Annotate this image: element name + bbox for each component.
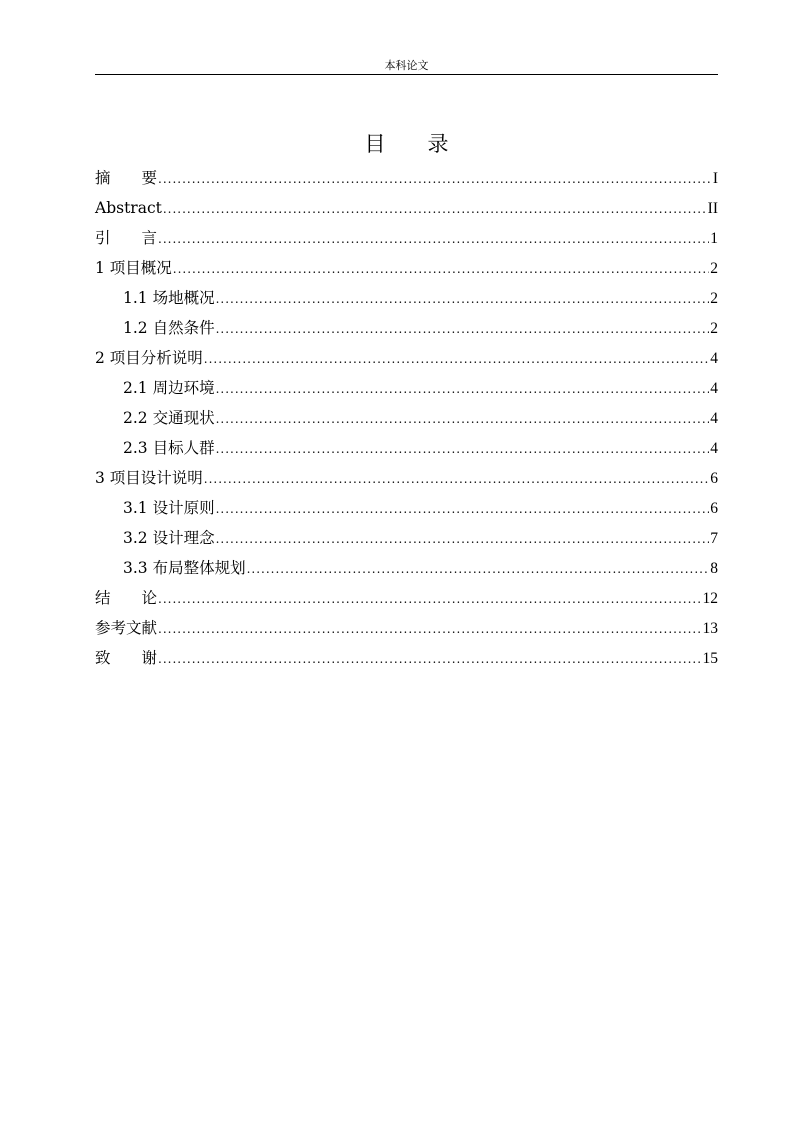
- toc-entry-page: 4: [710, 410, 718, 427]
- toc-leader-dots: [163, 194, 707, 224]
- toc-entry-section-2-2[interactable]: [95, 403, 718, 433]
- toc-entry-page: 6: [710, 470, 718, 487]
- toc-entry-section-3-2[interactable]: [95, 523, 718, 553]
- toc-leader-dots: [216, 314, 710, 344]
- toc-entry-label: 3 项目设计说明: [95, 469, 203, 487]
- toc-entry-page: 8: [710, 560, 718, 577]
- toc-entry-page: 2: [710, 320, 718, 337]
- toc-entry-label: 参考文献: [95, 619, 158, 637]
- toc-entry-label: 结 论: [95, 589, 158, 607]
- toc-entry-page: 15: [702, 650, 718, 667]
- toc-entry-label: 3.2 设计理念: [123, 529, 215, 547]
- toc-entry-abstract-cn[interactable]: [95, 163, 718, 193]
- toc-leader-dots: [216, 404, 710, 434]
- toc-entry-section-3-3[interactable]: [95, 553, 718, 583]
- toc-leader-dots: [216, 374, 710, 404]
- toc-entry-label: 1 项目概况: [95, 259, 172, 277]
- toc-entry-page: II: [707, 200, 718, 217]
- toc-leader-dots: [247, 554, 710, 584]
- toc-entry-abstract-en[interactable]: [95, 193, 718, 223]
- toc-entry-label: 致 谢: [95, 649, 158, 667]
- toc-entry-acknowledgements[interactable]: [95, 643, 718, 673]
- toc-entry-label: 1.2 自然条件: [123, 319, 215, 337]
- toc-entry-chapter-1[interactable]: [95, 253, 718, 283]
- toc-entry-section-2-1[interactable]: [95, 373, 718, 403]
- toc-entry-page: 13: [702, 620, 718, 637]
- toc-leader-dots: [158, 164, 712, 194]
- toc-leader-dots: [173, 254, 709, 284]
- toc-entry-page: 6: [710, 500, 718, 517]
- toc-entry-chapter-2[interactable]: [95, 343, 718, 373]
- toc-leader-dots: [158, 224, 709, 254]
- toc-entry-page: 7: [710, 530, 718, 547]
- toc-entry-page: I: [712, 170, 718, 187]
- toc-entry-section-2-3[interactable]: [95, 433, 718, 463]
- toc-entry-label: Abstract: [95, 199, 162, 217]
- toc-entry-page: 12: [702, 590, 718, 607]
- toc-entry-label: 3.1 设计原则: [123, 499, 215, 517]
- toc-title: 目 录: [364, 132, 449, 156]
- toc-entry-page: 1: [710, 230, 718, 247]
- toc-entry-section-1-2[interactable]: [95, 313, 718, 343]
- toc-leader-dots: [216, 434, 710, 464]
- header-text: 本科论文: [384, 59, 429, 72]
- toc-leader-dots: [216, 524, 710, 554]
- toc-entry-chapter-3[interactable]: [95, 463, 718, 493]
- toc-entry-label: 摘 要: [95, 169, 158, 187]
- toc-entry-page: 4: [710, 350, 718, 367]
- toc-leader-dots: [158, 644, 701, 674]
- toc-entry-label: 2.1 周边环境: [123, 379, 215, 397]
- toc-entry-label: 2 项目分析说明: [95, 349, 203, 367]
- toc-entry-label: 引 言: [95, 229, 158, 247]
- page-header: [95, 54, 718, 75]
- toc-leader-dots: [158, 614, 701, 644]
- toc-leader-dots: [216, 284, 710, 314]
- toc-entry-page: 4: [710, 380, 718, 397]
- toc-leader-dots: [158, 584, 701, 614]
- toc-entry-label: 3.3 布局整体规划: [123, 559, 246, 577]
- toc-entry-references[interactable]: [95, 613, 718, 643]
- toc-leader-dots: [204, 464, 709, 494]
- toc-entry-introduction[interactable]: [95, 223, 718, 253]
- toc-entry-label: 2.2 交通现状: [123, 409, 215, 427]
- toc-entry-section-3-1[interactable]: [95, 493, 718, 523]
- toc-leader-dots: [216, 494, 710, 524]
- toc-entry-conclusion[interactable]: [95, 583, 718, 613]
- toc-entry-page: 4: [710, 440, 718, 457]
- toc-entry-page: 2: [710, 290, 718, 307]
- toc-leader-dots: [204, 344, 709, 374]
- table-of-contents: [95, 163, 718, 673]
- toc-entry-label: 2.3 目标人群: [123, 439, 215, 457]
- toc-entry-page: 2: [710, 260, 718, 277]
- toc-entry-label: 1.1 场地概况: [123, 289, 215, 307]
- toc-entry-section-1-1[interactable]: [95, 283, 718, 313]
